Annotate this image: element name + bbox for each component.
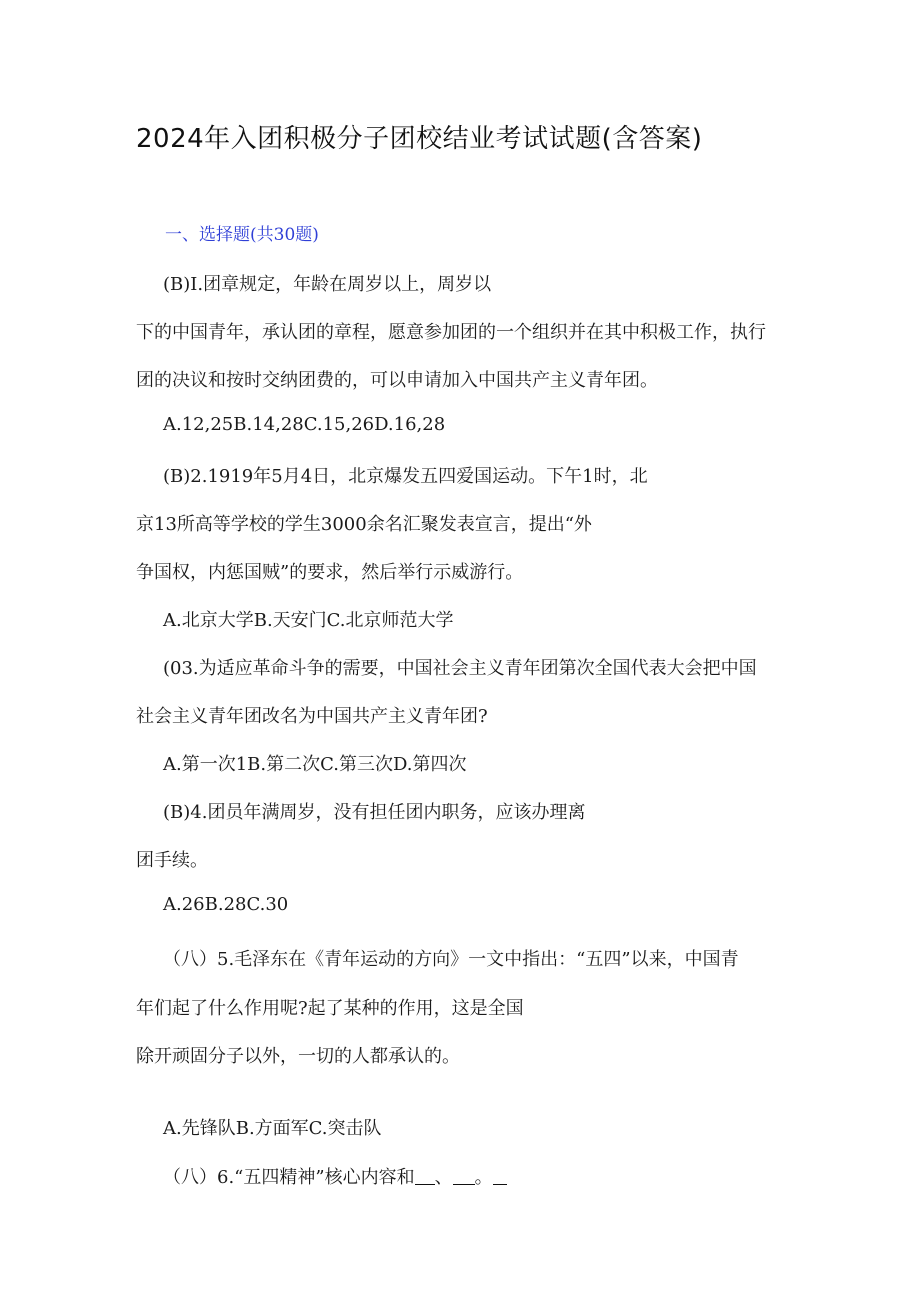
question-2-line-2: 京13所高等学校的学生3000余名汇聚发表宣言，提出“外 [136,514,592,535]
question-5-line-2: 年们起了什么作用呢?起了某种的作用，这是全国 [136,998,524,1019]
question-1-line-2: 下的中国青年，承认团的章程，愿意参加团的一个组织并在其中积极工作，执行 [136,322,766,343]
question-2-line-1: (B)2.1919年5月4日，北京爆发五四爱国运动。下午1时，北 [163,466,648,487]
question-6-text: （八）6.“五四精神”核心内容和 [163,1167,415,1188]
question-5-line-3: 除开顽固分子以外，一切的人都承认的。 [136,1046,460,1067]
answer-blank [493,1166,507,1185]
question-4-line-1: (B)4.团员年满周岁，没有担任团内职务，应该办理离 [163,802,586,823]
question-5-options: A.先锋队B.方面军C.突击队 [163,1118,382,1139]
question-2-line-3: 争国权，内惩国贼”的要求，然后举行示威游行。 [136,562,524,583]
answer-blank [415,1166,435,1185]
question-1-line-1: (B)I.团章规定，年龄在周岁以上，周岁以 [163,274,492,295]
question-1-line-3: 团的决议和按时交纳团费的，可以申请加入中国共产主义青年团。 [136,370,658,391]
question-5-line-1: （八）5.毛泽东在《青年运动的方向》一文中指出：“五四”以来，中国青 [163,949,739,970]
question-4-options: A.26B.28C.30 [163,894,289,915]
answer-blank [453,1166,475,1185]
question-2-options: A.北京大学B.天安门C.北京师范大学 [163,610,454,631]
blank-end-mark: 。 [474,1167,493,1188]
question-6-line-1 [163,1163,507,1189]
question-1-options: A.12,25B.14,28C.15,26D.16,28 [163,414,446,435]
blank-separator: 、 [434,1167,453,1188]
question-3-line-1: (03.为适应革命斗争的需要，中国社会主义青年团第次全国代表大会把中国 [163,658,757,679]
question-3-options: A.第一次1B.第二次C.第三次D.第四次 [163,754,467,775]
question-3-line-2: 社会主义青年团改名为中国共产主义青年团? [136,706,488,727]
document-title: 2024年入团积极分子团校结业考试试题(含答案) [136,124,703,154]
section-heading: 一、选择题(共30题) [165,225,319,245]
question-4-line-2: 团手续。 [136,850,208,871]
